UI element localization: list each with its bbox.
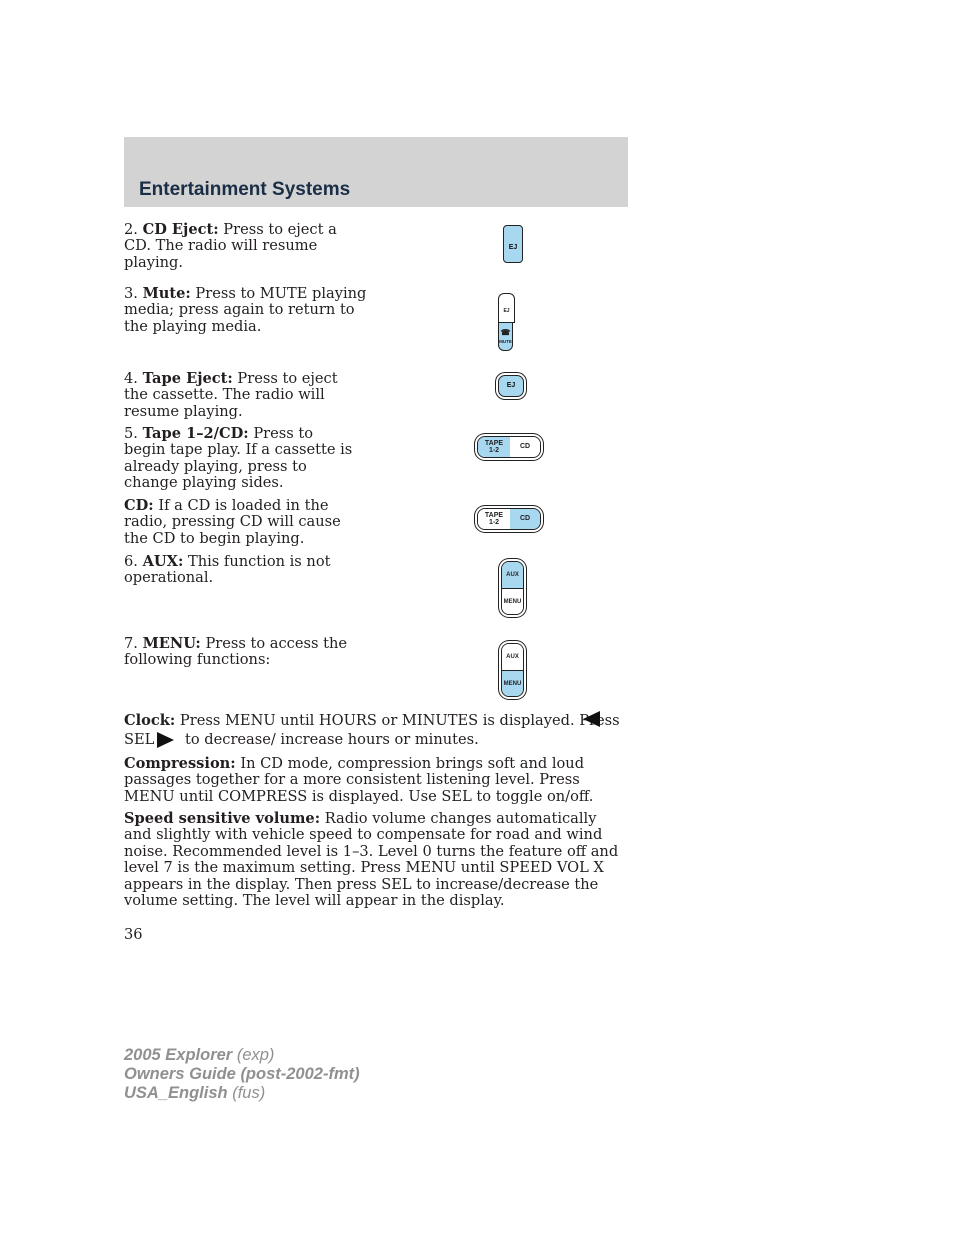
- section-header: [124, 137, 628, 207]
- item-mute: 3. Mute: Press to MUTE playing media; press again to return to the playing media.: [124, 285, 367, 335]
- phone-icon: ☎: [500, 328, 511, 337]
- page-number: 36: [124, 926, 143, 943]
- item-tape-cd: 5. Tape 1–2/CD: Press to begin tape play. If a cassette is already playing, press to change playing sides.: [124, 425, 353, 492]
- clock-text-2: to decrease/ increase hours or minutes.: [185, 731, 479, 748]
- cd-button-icon: TAPE 1-2 CD: [477, 508, 541, 530]
- compression-paragraph: Compression: In CD mode, compression brings soft and loud passages together for a more consistent listening level. Press MENU until COMPRESS is displayed. Use SEL to toggle on/off.: [124, 755, 594, 805]
- speed-volume-paragraph: Speed sensitive volume: Radio volume changes automatically and slightly with vehicle speed to compensate for road and wind noise. Recommended level is 1–3. Level 0 turns the feature off and level 7 is the maximum setting. Press MENU until SPEED VOL X appears in the display. Then press SEL to increase/decrease the volume setting. The level will appear in the display.: [124, 810, 619, 910]
- aux-button-icon: AUX MENU: [501, 561, 524, 615]
- clock-sel: SEL: [124, 731, 155, 748]
- item-aux: 6. AUX: This function is not operational.: [124, 553, 331, 587]
- cd-eject-button-icon: EJ: [503, 225, 523, 263]
- item-tape-eject: 4. Tape Eject: Press to eject the cassette. The radio will resume playing.: [124, 370, 338, 420]
- menu-button-icon: AUX MENU: [501, 643, 524, 697]
- item-cd-eject: 2. CD Eject: Press to eject a CD. The radio will resume playing.: [124, 221, 337, 271]
- item-menu: 7. MENU: Press to access the following functions:: [124, 635, 347, 669]
- left-arrow-icon: [583, 711, 600, 727]
- mute-button-icon: EJ ☎ MUTE: [498, 293, 516, 351]
- item-cd: CD: If a CD is loaded in the radio, pressing CD will cause the CD to begin playing.: [124, 497, 341, 547]
- section-title: Entertainment Systems: [139, 179, 351, 200]
- clock-paragraph: Clock: Press MENU until HOURS or MINUTES is displayed. Press: [124, 712, 620, 729]
- footer: 2005 Explorer (exp) Owners Guide (post-2002-fmt) USA_English (fus): [124, 1046, 360, 1102]
- tape-cd-button-icon: TAPE 1-2 CD: [477, 436, 541, 458]
- tape-eject-button-icon: EJ: [498, 375, 524, 397]
- right-arrow-icon: [157, 732, 174, 748]
